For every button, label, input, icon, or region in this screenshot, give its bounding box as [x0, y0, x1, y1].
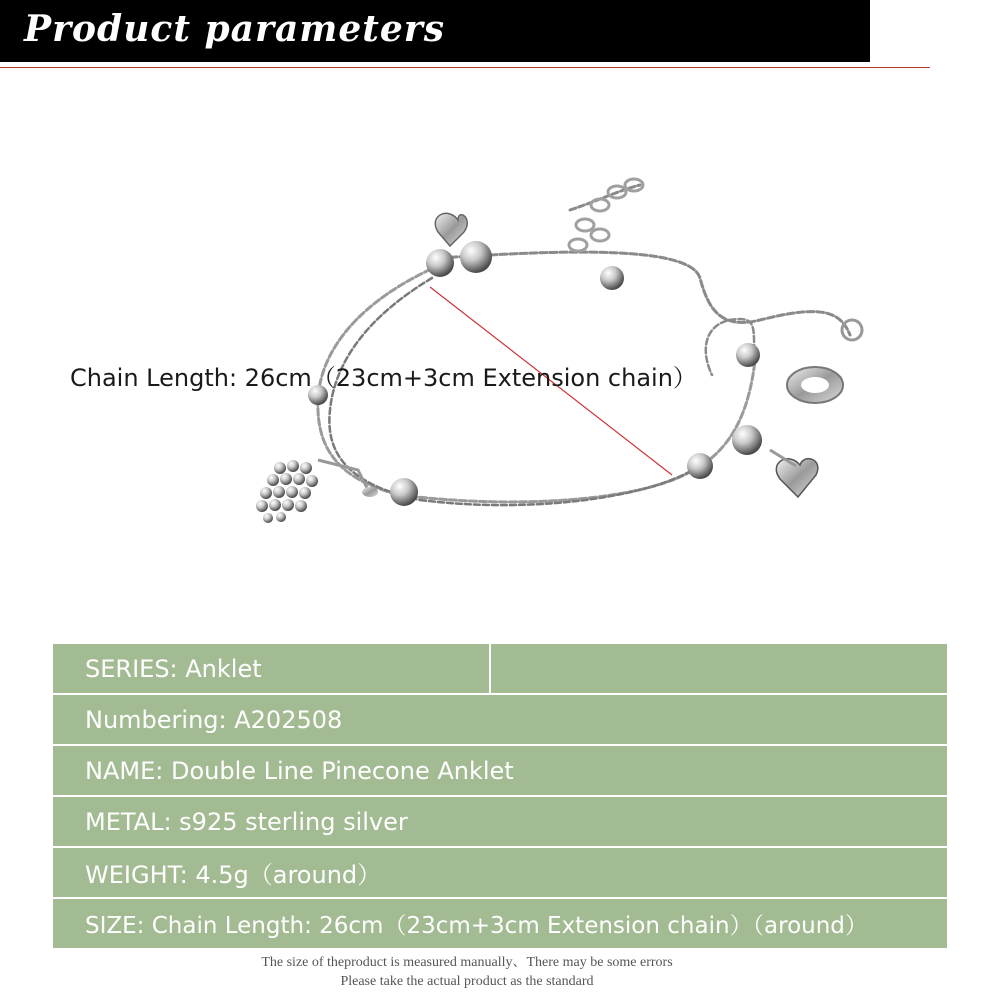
spec-weight: WEIGHT: 4.5g（around）	[85, 861, 382, 889]
row-divider	[489, 644, 491, 693]
chain-length-callout: Chain Length: 26cm（23cm+3cm Extension chain）	[70, 364, 697, 392]
lobster-clasp	[787, 320, 862, 403]
disclaimer-line-2: Please take the actual product as the standard	[340, 974, 594, 989]
spec-row-size	[53, 899, 947, 948]
product-image-area	[0, 100, 1000, 640]
spec-row-name	[53, 746, 947, 795]
spec-row-metal	[53, 797, 947, 846]
spec-series: SERIES: Anklet	[85, 654, 262, 683]
page-title: Product parameters	[24, 8, 446, 50]
spec-metal: METAL: s925 sterling silver	[85, 807, 408, 836]
header-bar	[0, 0, 870, 62]
spec-table	[53, 644, 947, 950]
extension-chain	[569, 179, 643, 251]
spec-row-weight	[53, 848, 947, 897]
disclaimer-line-1: The size of theproduct is measured manually、There may be some errors	[261, 955, 673, 970]
anklet-chains	[318, 185, 850, 505]
spec-size: SIZE: Chain Length: 26cm（23cm+3cm Extension chain）（around）	[85, 913, 868, 939]
disclaimer	[0, 953, 934, 991]
pinecone-charm	[256, 460, 378, 523]
spec-row-numbering	[53, 695, 947, 744]
spec-row-series	[53, 644, 947, 693]
header-divider-line	[0, 67, 930, 68]
spec-numbering: Numbering: A202508	[85, 705, 343, 734]
spec-name: NAME: Double Line Pinecone Anklet	[85, 756, 514, 785]
